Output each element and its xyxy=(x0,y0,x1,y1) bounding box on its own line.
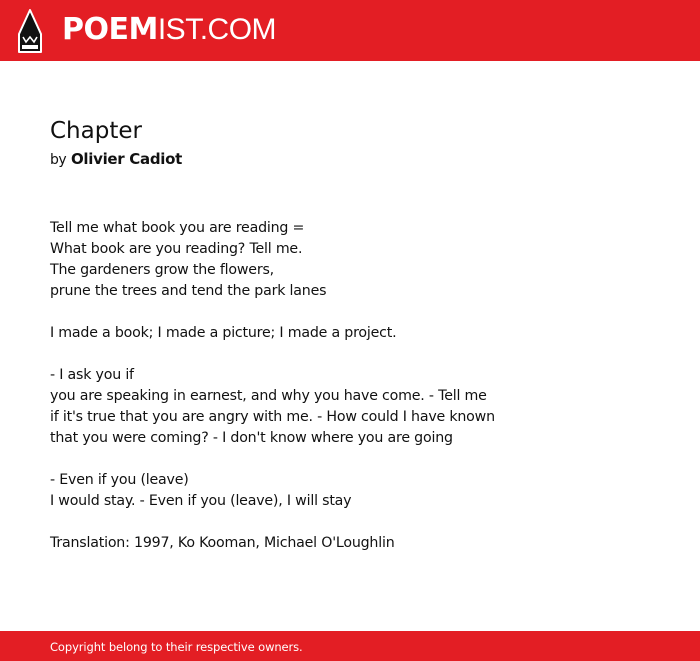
poem-line: I made a book; I made a picture; I made a project. xyxy=(50,325,397,341)
poem-line: prune the trees and tend the park lanes xyxy=(50,283,327,299)
poem-line: The gardeners grow the flowers, xyxy=(50,262,274,278)
by-label: by xyxy=(50,152,67,168)
poem-title: Chapter xyxy=(50,118,142,144)
poem-line: - Even if you (leave) xyxy=(50,472,189,488)
poem-line: Translation: 1997, Ko Kooman, Michael O'Loughlin xyxy=(50,535,395,551)
stanza-break xyxy=(50,449,670,470)
author-name: Olivier Cadiot xyxy=(70,150,182,168)
logo-text-bold: POEM xyxy=(62,12,158,47)
poem-line: if it's true that you are angry with me. - How could I have known xyxy=(50,409,495,425)
poem-line: What book are you reading? Tell me. xyxy=(50,241,303,257)
copyright-text: Copyright belong to their respective owners. xyxy=(50,640,303,654)
poem-body xyxy=(50,218,670,554)
poem-line: Tell me what book you are reading = xyxy=(50,220,305,236)
site-header xyxy=(0,0,700,61)
poem-line: I would stay. - Even if you (leave), I will stay xyxy=(50,493,352,509)
byline xyxy=(50,149,182,170)
pencil-icon[interactable] xyxy=(17,9,43,53)
logo-text-light: IST.COM xyxy=(157,13,277,46)
stanza-break xyxy=(50,302,670,323)
poem-line: you are speaking in earnest, and why you have come. - Tell me xyxy=(50,388,487,404)
poem-line: that you were coming? - I don't know where you are going xyxy=(50,430,453,446)
poem-line: - I ask you if xyxy=(50,367,134,383)
site-logo[interactable] xyxy=(62,12,276,48)
site-footer xyxy=(0,631,700,661)
stanza-break xyxy=(50,512,670,533)
stanza-break xyxy=(50,344,670,365)
